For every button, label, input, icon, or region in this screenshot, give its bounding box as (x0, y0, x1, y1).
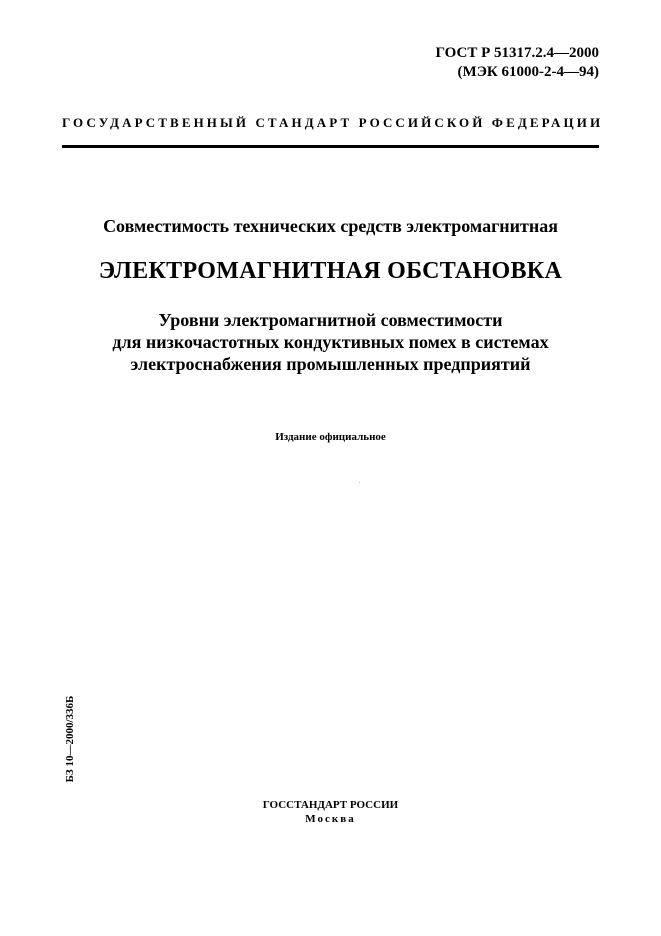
subtitle-line: Уровни электромагнитной совместимости (158, 310, 503, 330)
publisher-block (40, 798, 621, 826)
publisher-name: ГОССТАНДАРТ РОССИИ (262, 799, 399, 811)
header-divider (62, 145, 599, 148)
main-title: ЭЛЕКТРОМАГНИТНАЯ ОБСТАНОВКА (98, 258, 563, 284)
standard-number: ГОСТ Р 51317.2.4—2000 (435, 45, 599, 61)
document-code (435, 44, 599, 82)
side-code: БЗ 10—2000/336Б (64, 695, 76, 783)
edition-note: Издание официальное (275, 431, 386, 443)
standard-header: ГОСУДАРСТВЕННЫЙ СТАНДАРТ РОССИЙСКОЙ ФЕДЕРАЦИИ (62, 115, 604, 130)
subtitle (40, 309, 621, 375)
iec-number: (МЭК 61000-2-4—94) (457, 64, 599, 80)
series-title: Совместимость технических средств электромагнитная (103, 216, 558, 236)
subtitle-line: электроснабжения промышленных предприятий (130, 354, 531, 374)
subtitle-line: для низкочастотных кондуктивных помех в системах (112, 332, 549, 352)
scan-speck (359, 482, 360, 483)
publisher-city: Москва (305, 813, 356, 825)
